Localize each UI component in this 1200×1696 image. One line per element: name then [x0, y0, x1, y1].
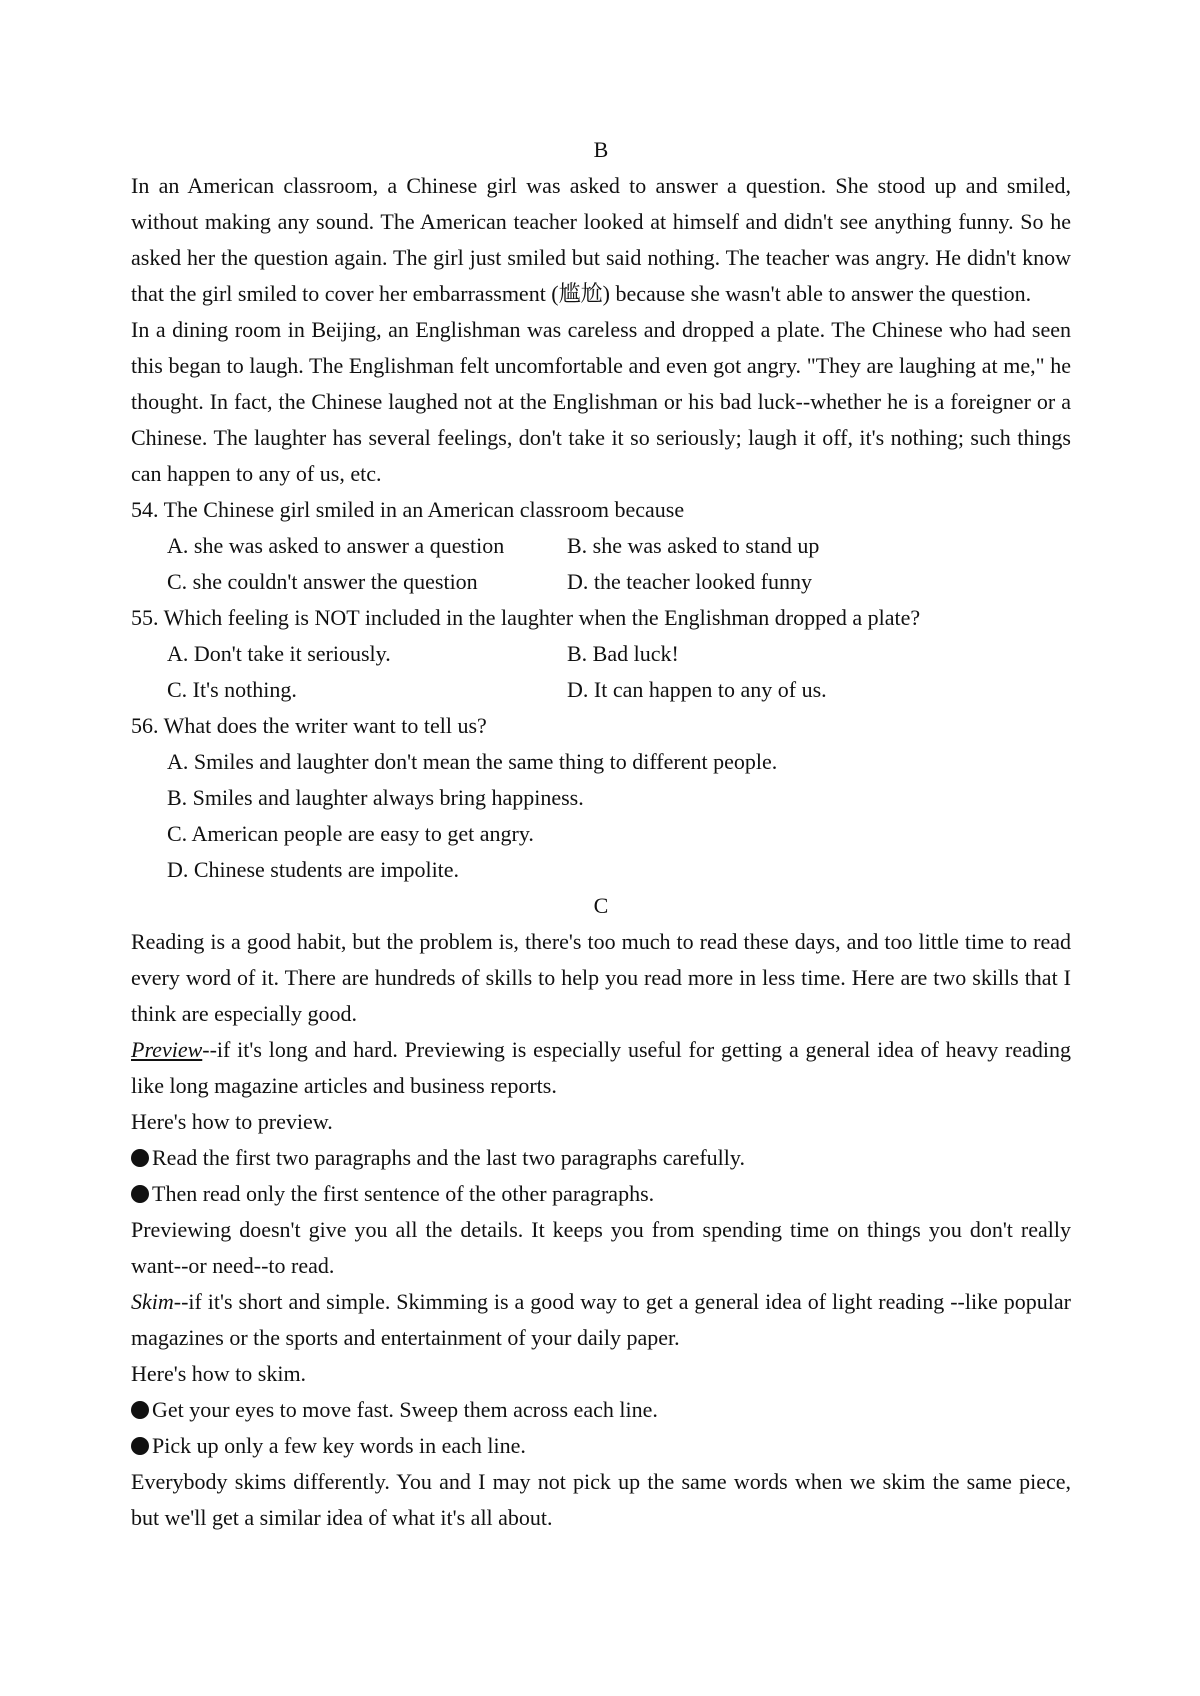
preview-bullet-1 [131, 1140, 1071, 1176]
bullet-dot-icon [131, 1401, 149, 1419]
preview-description: --if it's long and hard. Previewing is especially useful for getting a general idea of heavy reading like long magazine articles and business reports. [131, 1037, 1071, 1098]
preview-bullet-1-text: Read the first two paragraphs and the last two paragraphs carefully. [152, 1145, 745, 1170]
bullet-dot-icon [131, 1185, 149, 1203]
question-56-stem: 56. What does the writer want to tell us? [131, 713, 487, 738]
preview-how: Here's how to preview. [131, 1109, 333, 1134]
skim-note: Everybody skims differently. You and I may not pick up the same words when we skim the same piece, but we'll get a similar idea of what it's all about. [131, 1469, 1071, 1530]
question-54-option-b: B. she was asked to stand up [567, 533, 820, 558]
question-55-option-b: B. Bad luck! [567, 641, 679, 666]
bullet-dot-icon [131, 1149, 149, 1167]
skim-term: Skim [131, 1289, 174, 1314]
preview-bullet-2 [131, 1176, 1071, 1212]
question-55-option-c: C. It's nothing. [167, 677, 297, 702]
question-56-option-b: B. Smiles and laughter always bring happiness. [167, 785, 584, 810]
section-c-heading: C [593, 893, 609, 918]
question-56-option-c: C. American people are easy to get angry. [167, 821, 534, 846]
skim-bullet-1 [131, 1392, 1071, 1428]
section-c-intro: Reading is a good habit, but the problem is, there's too much to read these days, and too little time to read every word of it. There are hundreds of skills to help you read more in less time. Here are two skills that I think are especially good. [131, 929, 1071, 1026]
section-b-heading: B [593, 137, 609, 162]
skim-how: Here's how to skim. [131, 1361, 307, 1386]
question-54 [131, 492, 1071, 600]
preview-term: Preview [131, 1037, 203, 1062]
skim-paragraph [131, 1284, 1071, 1356]
section-b-paragraph-2: In a dining room in Beijing, an Englishman was careless and dropped a plate. The Chinese who had seen this began to laugh. The Englishman felt uncomfortable and even got angry. "They are laughing at me," he thought. In fact, the Chinese laughed not at the Englishman or his bad luck--whether he is a foreigner or a Chinese. The laughter has several feelings, don't take it so seriously; laugh it off, it's nothing; such things can happen to any of us, etc. [131, 317, 1071, 486]
preview-bullet-2-text: Then read only the first sentence of the other paragraphs. [152, 1181, 655, 1206]
question-54-option-a: A. she was asked to answer a question [167, 533, 505, 558]
skim-bullet-1-text: Get your eyes to move fast. Sweep them across each line. [152, 1397, 658, 1422]
skim-bullet-2-text: Pick up only a few key words in each line. [152, 1433, 526, 1458]
question-56-option-d: D. Chinese students are impolite. [167, 857, 460, 882]
skim-description: --if it's short and simple. Skimming is a good way to get a general idea of light reading --like popular magazines or the sports and entertainment of your daily paper. [131, 1289, 1071, 1350]
exam-page [131, 132, 1071, 1536]
bullet-dot-icon [131, 1437, 149, 1455]
question-55-stem: 55. Which feeling is NOT included in the laughter when the Englishman dropped a plate? [131, 605, 921, 630]
section-b-paragraph-1: In an American classroom, a Chinese girl was asked to answer a question. She stood up and smiled, without making any sound. The American teacher looked at himself and didn't see anything funny. So he asked her the question again. The girl just smiled but said nothing. The teacher was angry. He didn't know that the girl smiled to cover her embarrassment (尴尬) because she wasn't able to answer the question. [131, 173, 1071, 306]
question-54-option-d: D. the teacher looked funny [567, 569, 812, 594]
question-55 [131, 600, 1071, 708]
preview-note: Previewing doesn't give you all the details. It keeps you from spending time on things you don't really want--or need--to read. [131, 1217, 1071, 1278]
question-54-option-c: C. she couldn't answer the question [167, 569, 478, 594]
skim-bullet-2 [131, 1428, 1071, 1464]
question-56-option-a: A. Smiles and laughter don't mean the same thing to different people. [167, 749, 778, 774]
question-54-stem: 54. The Chinese girl smiled in an American classroom because [131, 497, 685, 522]
question-55-option-d: D. It can happen to any of us. [567, 677, 827, 702]
question-56 [131, 708, 1071, 888]
question-55-option-a: A. Don't take it seriously. [167, 641, 391, 666]
preview-paragraph [131, 1032, 1071, 1104]
